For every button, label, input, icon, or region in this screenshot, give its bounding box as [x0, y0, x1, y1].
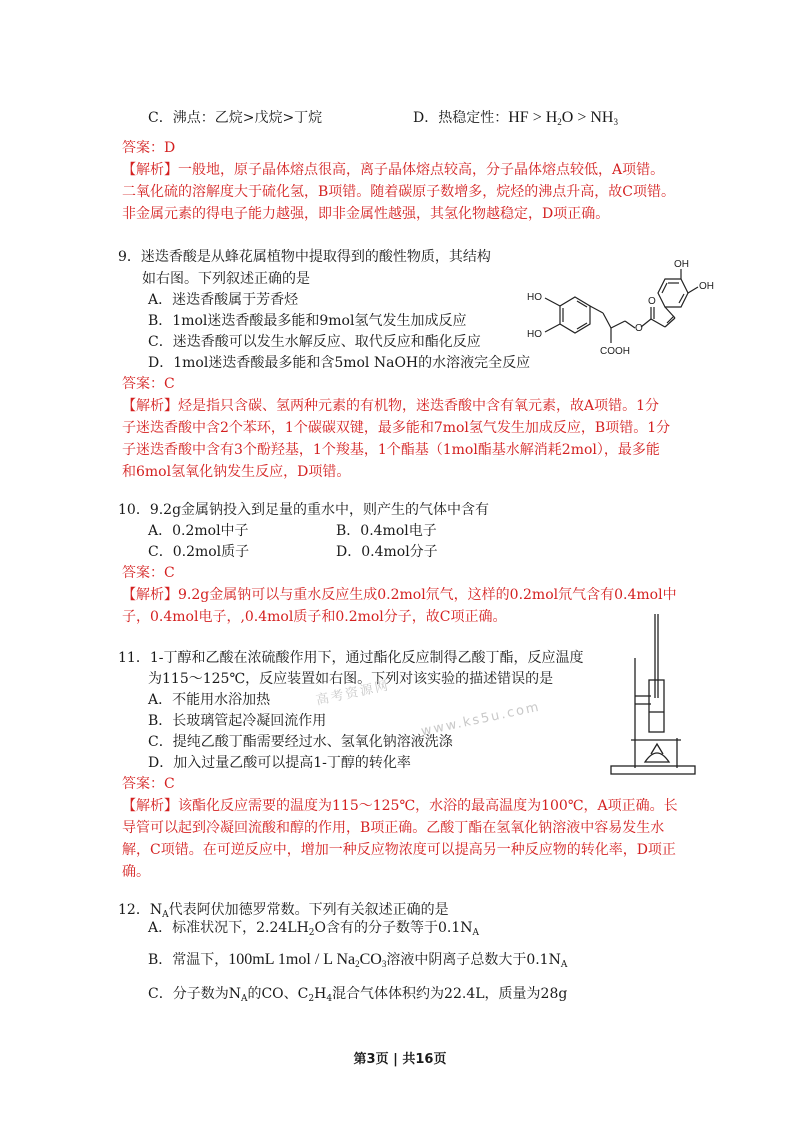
o-label: O — [635, 323, 643, 334]
q8-analysis-line: 二氧化硫的溶解度大于硫化氢，B项错。随着碳原子数增多，烷烃的沸点升高，故C项错。 — [122, 184, 675, 200]
q12-option-c: C．分子数为$N_A$的CO、$C_2H_4$混合气体体积约为22.4L，质量为28g — [148, 986, 568, 1004]
q12-stem: 12．$N_A$代表阿伏加德罗常数。下列有关叙述正确的是 — [118, 902, 449, 920]
q9-analysis-line: 和6mol氢氧化钠发生反应，D项错。 — [122, 464, 351, 480]
q11-stem: 11．1-丁醇和乙酸在浓硫酸作用下，通过酯化反应制得乙酸丁酯，反应温度 — [118, 650, 584, 666]
q11-option-a: A．不能用水浴加热 — [148, 692, 271, 708]
q11-stem: 为115～125℃，反应装置如右图。下列对该实验的描述错误的是 — [148, 671, 554, 687]
q12-option-a: A．标准状况下，$2.24LH_2O$含有的分子数等于$0.1N_A$ — [148, 920, 480, 938]
q8-answer: 答案：D — [122, 140, 176, 156]
q8-analysis-line: 【解析】一般地，原子晶体熔点很高，离子晶体熔点较高，分子晶体熔点较低，A项错。 — [122, 162, 665, 178]
q11-answer: 答案：C — [122, 776, 175, 792]
rosmarinic-acid-structure — [515, 255, 725, 365]
q10-analysis-line: 子，0.4mol电子，,0.4mol质子和0.2mol分子，故C项正确。 — [122, 609, 507, 625]
reflux-apparatus-figure — [605, 612, 705, 780]
q10-option-a: A．0.2mol中子 — [148, 523, 249, 539]
q11-analysis-line: 确。 — [122, 864, 150, 880]
o-label: O — [648, 296, 656, 307]
q10-option-c: C．0.2mol质子 — [148, 544, 250, 560]
oh-label: OH — [699, 281, 714, 292]
q11-analysis-line: 导管可以起到冷凝回流酸和醇的作用，B项正确。乙酸丁酯在氢氧化钠溶液中容易发生水 — [122, 820, 665, 836]
q11-option-d: D．加入过量乙酸可以提高1-丁醇的转化率 — [148, 755, 411, 771]
q11-option-c: C．提纯乙酸丁酯需要经过水、氢氧化钠溶液洗涤 — [148, 734, 453, 750]
q11-option-b: B．长玻璃管起冷凝回流作用 — [148, 713, 327, 729]
q9-option-c: C．迷迭香酸可以发生水解反应、取代反应和酯化反应 — [148, 334, 481, 350]
q11-analysis-line: 解，C项错。在可逆反应中，增加一种反应物浓度可以提高另一种反应物的转化率，D项正 — [122, 842, 676, 858]
q9-stem: 9．迷迭香酸是从蜂花属植物中提取得到的酸性物质，其结构 — [118, 249, 491, 265]
q12-formula: 100mL 1mol / L $Na_2CO_3$ — [228, 951, 387, 969]
q9-analysis-line: 子迷迭香酸中含2个苯环，1个碳碳双键，最多能和7mol氢气发生加成反应，B项错。1分 — [122, 420, 671, 436]
ho-label: HO — [527, 329, 542, 340]
q9-answer: 答案：C — [122, 376, 175, 392]
q12-option-b: B．常温下，100mL 1mol / L $Na_2CO_3$溶液中阴离子总数大于$0.1N_A$ — [148, 951, 568, 970]
ho-label: HO — [527, 292, 542, 303]
q9-analysis-line: 子迷迭香酸中含有3个酚羟基，1个羧基，1个酯基（1mol酯基水解消耗2mol），最多能 — [122, 442, 660, 458]
q10-option-b: B．0.4mol电子 — [336, 523, 437, 539]
q8-option-d — [413, 108, 618, 132]
q11-analysis-line: 【解析】该酯化反应需要的温度为115～125℃，水浴的最高温度为100℃，A项正确。长 — [122, 798, 678, 814]
watermark: 高考资源网 — [314, 678, 392, 709]
q9-stem: 如右图。下列叙述正确的是 — [142, 271, 310, 287]
q9-option-b: B．1mol迷迭香酸最多能和9mol氢气发生加成反应 — [148, 313, 467, 329]
q9-option-d: D．1mol迷迭香酸最多能和含5mol NaOH的水溶液完全反应 — [148, 355, 531, 371]
q10-stem: 10．9.2g金属钠投入到足量的重水中，则产生的气体中含有 — [118, 502, 490, 518]
cooh-label: COOH — [600, 346, 630, 357]
watermark: www.ks5u.com — [419, 699, 542, 740]
q9-analysis-line: 【解析】烃是指只含碳、氢两种元素的有机物，迷迭香酸中含有氧元素，故A项错。1分 — [122, 398, 660, 414]
q10-answer: 答案：C — [122, 565, 175, 581]
oh-label: OH — [674, 259, 689, 270]
q10-analysis-line: 【解析】9.2g金属钠可以与重水反应生成0.2mol氘气，这样的0.2mol氘气含有0.4mol中 — [122, 587, 677, 603]
q8-formula: HF > $H_2O > NH_3$ — [508, 109, 618, 127]
q8-option-d-prefix: D．热稳定性： — [413, 110, 509, 126]
q10-option-d: D．0.4mol分子 — [336, 544, 438, 560]
q8-option-c: C．沸点：乙烷>戊烷>丁烷 — [148, 110, 323, 126]
page-footer: 第3页 | 共16页 — [353, 1052, 447, 1067]
q8-analysis-line: 非金属元素的得电子能力越强，即非金属性越强，其氢化物越稳定，D项正确。 — [122, 206, 610, 222]
q9-option-a: A．迷迭香酸属于芳香烃 — [148, 292, 299, 308]
